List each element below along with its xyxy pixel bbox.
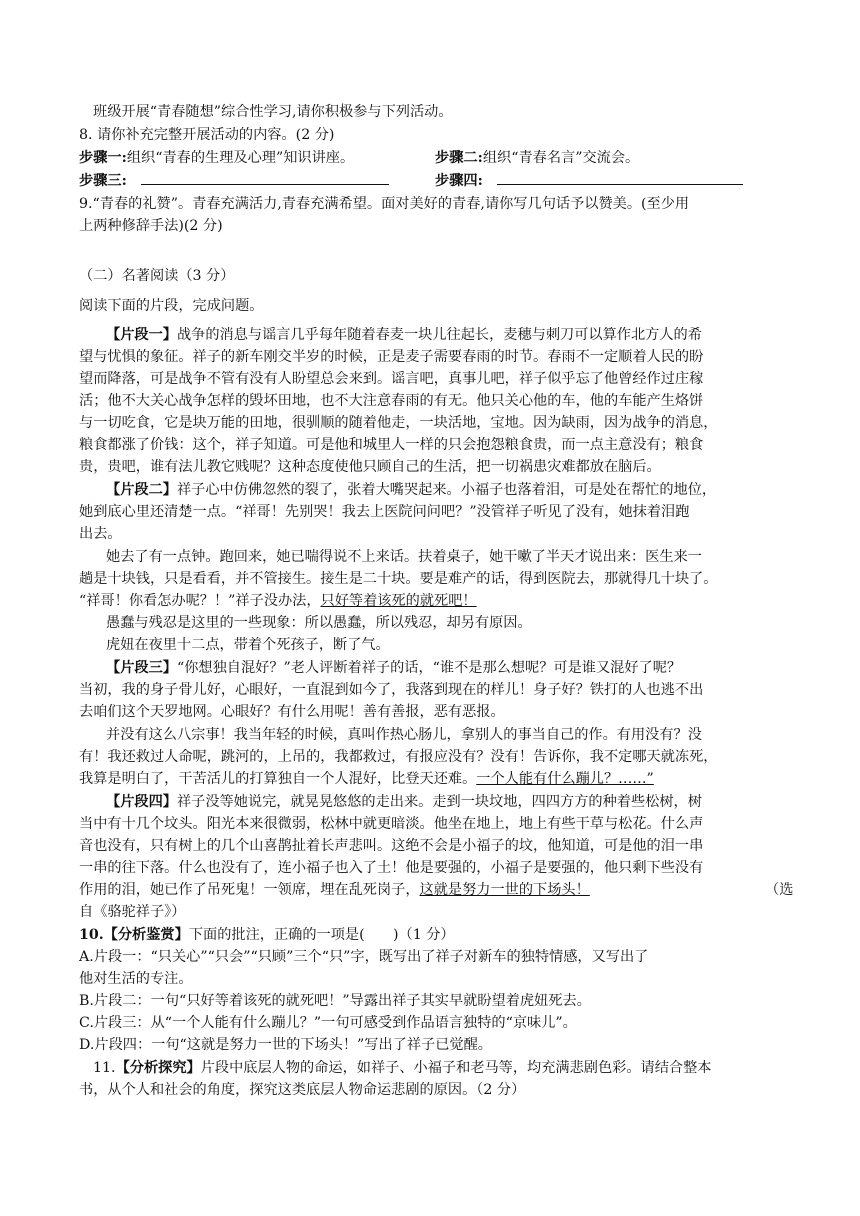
underlined-quote-d: 这就是努力一世的下场头！	[419, 882, 590, 898]
option-b: B.片段二：一句“只好等着该死的就死吧！”导露出祥子其实早就盼望着虎妞死去。	[79, 993, 591, 1009]
excerpt-2b-line-1: 她去了有一点钟。跑回来，她已喘得说不上来话。扶着桌子，她干嗽了半天才说出来：医生来一	[106, 549, 702, 565]
option-c: C.片段三：从“一个人能有什么蹦儿？”一句可感受到作品语言独特的“京味儿”。	[79, 1015, 577, 1031]
step-3-answer-blank[interactable]	[141, 170, 389, 185]
excerpt-1-line-3: 望而降落，可是战争不管有没有人盼望总会来到。谣言吧，真事儿吧，祥子似乎忘了他曾经作过庄稼	[79, 371, 704, 387]
reading-instruction: 阅读下面的片段，完成问题。	[79, 298, 264, 314]
section-2-heading: （二）名著阅读（3 分）	[79, 268, 235, 284]
option-a-line-1: A.片段一：“只关心”“只会”“只顾”三个“只”字，既写出了祥子对新车的独特情感，又写出了	[79, 949, 649, 965]
excerpt-4-line-1	[106, 791, 800, 813]
underlined-quote-b: 只好等着该死的就死吧！	[320, 593, 477, 609]
question-11-line-2: 书，从个人和社会的角度，探究这类底层人物命运悲剧的原因。（2 分）	[79, 1082, 526, 1098]
question-10-tag: 10.【分析鉴赏】	[79, 927, 189, 943]
excerpt-2-text: 祥子心中仿佛忽然的裂了，张着大嘴哭起来。小福子也落着泪，可是处在帮忙的地位，	[176, 482, 717, 498]
excerpt-1-line-4: 活；他不大关心战争怎样的毁坏田地，也不大注意春雨的有无。他只关心他的车，他的车能产生烙饼	[79, 393, 704, 409]
intro-text: 班级开展“青春随想”综合性学习,请你积极参与下列活动。	[93, 104, 453, 120]
source-note-start: （选	[765, 882, 794, 898]
step-2-label: 步骤二:	[435, 150, 483, 166]
excerpt-2-line-3: 出去。	[79, 526, 122, 542]
excerpt-3-line-1	[106, 657, 800, 679]
step-1	[79, 147, 354, 169]
excerpt-2c: 愚蠢与残忍是这里的一些现象：所以愚蠢，所以残忍，却另有原因。	[106, 615, 532, 631]
step-4	[435, 170, 743, 192]
excerpt-1-line-2: 望与忧惧的象征。祥子的新车刚交半岁的时候，正是麦子需要春雨的时节。春雨不一定顺着人民的盼	[79, 349, 704, 365]
excerpt-4-text-end: 作用的泪，她已作了吊死鬼！一领席，埋在乱死岗子，	[79, 882, 420, 898]
option-d: D.片段四：一句“这就是努力一世的下场头！”写出了祥子已觉醒。	[79, 1037, 492, 1053]
question-11-text: 片段中底层人物的命运，如祥子、小福子和老马等，均充满悲剧色彩。请结合整本	[200, 1060, 712, 1076]
excerpt-1-line-6: 粮食都涨了价钱：这个，祥子知道。可是他和城里人一样的只会抱怨粮食贵，而一点主意没有；粮食	[79, 437, 704, 453]
excerpt-2d: 虎妞在夜里十二点，带着个死孩子，断了气。	[106, 637, 390, 653]
excerpt-4-line-5	[79, 879, 800, 901]
question-11-tag: 【分析探究】	[115, 1060, 201, 1076]
excerpt-1-text: 战争的消息与谣言几乎每年随着春麦一块儿往起长，麦穗与刺刀可以算作北方人的希	[176, 327, 702, 343]
excerpt-3b-line-2: 有！我还救过人命呢，跳河的，上吊的，我都救过，有报应没有？没有！告诉你，我不定哪天就冻死，	[79, 749, 718, 765]
step-1-text: 组织“青春的生理及心理”知识讲座。	[126, 150, 355, 166]
excerpt-2-line-2: 她到底心里还清楚一点。“祥哥！先别哭！我去上医院问问吧？”没管祥子听见了没有，她抹着泪跑	[79, 504, 690, 520]
source-note: 自《骆驼祥子》）	[79, 904, 186, 920]
step-2	[435, 147, 639, 169]
excerpt-2b-text: “祥哥！你看怎办呢？！”祥子没办法，	[79, 593, 321, 609]
excerpt-3-tag: 【片段三】	[106, 660, 177, 676]
excerpt-2-tag: 【片段二】	[106, 482, 177, 498]
step-3-label: 步骤三:	[79, 173, 127, 189]
excerpt-4-line-2: 当中有十几个坟头。阳光本来很微弱，松林中就更暗淡。他坐在地上，地上有些干草与松花。什么声	[79, 816, 704, 832]
question-10-text: 下面的批注，正确的一项是( )（1 分）	[188, 927, 455, 943]
excerpt-3-text: “你想独自混好？”老人评断着祥子的话，“谁不是那么想呢？可是谁又混好了呢？	[176, 660, 682, 676]
question-11-line-1	[93, 1057, 800, 1079]
step-2-text: 组织“青春名言”交流会。	[482, 150, 640, 166]
step-3	[79, 170, 389, 192]
excerpt-1-line-1	[106, 324, 800, 346]
excerpt-3b-line-1: 并没有这么八宗事！我当年轻的时候，真叫作热心肠儿，拿别人的事当自己的作。有用没有？没	[106, 727, 702, 743]
excerpt-3b-text: 我算是明白了，干苦活儿的打算独自一个人混好，比登天还难。	[79, 771, 477, 787]
excerpt-2-line-1	[106, 479, 800, 501]
excerpt-3-line-2: 当初，我的身子骨儿好，心眼好，一直混到如今了，我落到现在的样儿！身子好？铁打的人也逃不出	[79, 682, 704, 698]
step-1-label: 步骤一:	[79, 150, 127, 166]
excerpt-2b-line-3	[79, 590, 800, 612]
excerpt-1-line-5: 与一切吃食，它是块万能的田地，很驯顺的随着他走，一块活地，宝地。因为缺雨，因为战争的消息，	[79, 415, 718, 431]
question-8: 8. 请你补充完整开展活动的内容。(2 分)	[79, 127, 335, 143]
excerpt-3-line-3: 去咱们这个天罗地网。心眼好？有什么用呢！善有善报，恶有恶报。	[79, 704, 505, 720]
excerpt-4-tag: 【片段四】	[106, 794, 177, 810]
option-a-line-2: 他对生活的专注。	[79, 971, 193, 987]
question-10	[79, 924, 800, 946]
excerpt-1-line-7: 贵，贵吧，谁有法儿教它贱呢？这种态度使他只顾自己的生活，把一切祸患灾难都放在脑后。	[79, 459, 661, 475]
step-4-label: 步骤四:	[435, 173, 483, 189]
excerpt-4-text: 祥子没等她说完，就晃晃悠悠的走出来。走到一块坟地，四四方方的种着些松树，树	[176, 794, 702, 810]
excerpt-1-tag: 【片段一】	[106, 327, 177, 343]
step-4-answer-blank[interactable]	[497, 170, 743, 185]
underlined-quote-c: 一个人能有什么蹦儿？……”	[476, 771, 654, 787]
excerpt-2b-line-2: 趟是十块钱，只是看看，并不管接生。接生是二十块。要是难产的话，得到医院去，那就得几十块了。	[79, 571, 718, 587]
question-11-number: 11.	[93, 1060, 116, 1076]
question-9-line-1: 9.“青春的礼赞”。青春充满活力,青春充满希望。面对美好的青春,请你写几句话予以赞美。(至少用	[79, 196, 690, 212]
excerpt-3b-line-3	[79, 768, 800, 790]
excerpt-4-line-3: 音也没有，只有树上的几个山喜鹊扯着长声悲叫。这绝不会是小福子的坟，他知道，可是他的泪一串	[79, 838, 704, 854]
question-9-line-2: 上两种修辞手法)(2 分)	[79, 218, 223, 234]
excerpt-4-line-4: 一串的往下落。什么也没有了，连小福子也入了土！他是要强的，小福子是要强的，他只剩下些没有	[79, 860, 704, 876]
